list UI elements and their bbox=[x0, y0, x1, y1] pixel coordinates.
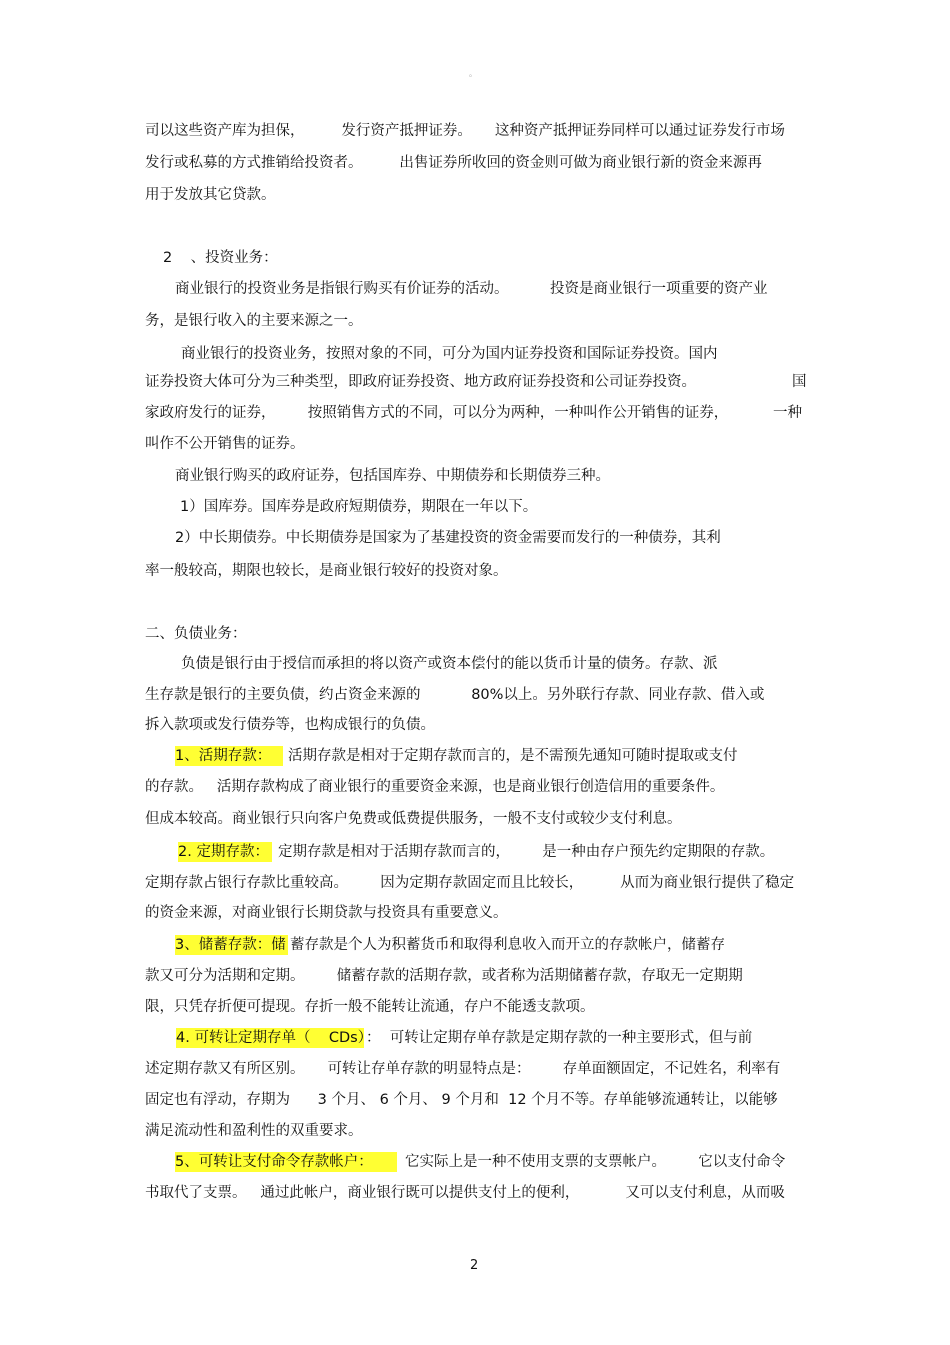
text-line: 国 bbox=[792, 374, 807, 390]
text-line: 率一般较高，期限也较长，是商业银行较好的投资对象。 bbox=[145, 563, 508, 579]
highlight-term: 4. 可转让定期存单（ CDs） bbox=[176, 1030, 373, 1046]
text-line: 述定期存款又有所区别。 可转让存单存款的明显特点是： 存单面额固定，不记姓名，利率有 bbox=[145, 1061, 781, 1077]
text-line: 商业银行购买的政府证券，包括国库券、中期债券和长期债券三种。 bbox=[175, 468, 610, 484]
text-line: 商业银行的投资业务，按照对象的不同，可分为国内证券投资和国际证券投资。国内 bbox=[181, 346, 718, 362]
text-line: 负债是银行由于授信而承担的将以资产或资本偿付的能以货币计量的债务。存款、派 bbox=[181, 656, 718, 672]
text-line: 满足流动性和盈利性的双重要求。 bbox=[145, 1123, 363, 1139]
text-line: 定期存款是相对于活期存款而言的， 是一种由存户预先约定期限的存款。 bbox=[278, 844, 775, 860]
header-mark: 。 bbox=[469, 69, 477, 78]
text-line: 但成本较高。商业银行只向客户免费或低费提供服务，一般不支付或较少支付利息。 bbox=[145, 811, 682, 827]
text-line: 用于发放其它贷款。 bbox=[145, 187, 276, 203]
highlight-term: 2. 定期存款： bbox=[178, 842, 272, 862]
page-number: 2 bbox=[470, 1258, 479, 1273]
text-line: 拆入款项或发行债券等，也构成银行的负债。 bbox=[145, 717, 435, 733]
section-heading: 二、负债业务： bbox=[145, 626, 247, 642]
text-line: 生存款是银行的主要负债，约占资金来源的 80%以上。另外联行存款、同业存款、借入或 bbox=[145, 687, 765, 703]
text-line: 款又可分为活期和定期。 储蓄存款的活期存款，或者称为活期储蓄存款，存取无一定期期 bbox=[145, 968, 743, 984]
list-item: 2）中长期债券。中长期债券是国家为了基建投资的资金需要而发行的一种债券，其利 bbox=[175, 530, 721, 546]
section-heading: 2 、投资业务： bbox=[163, 250, 278, 266]
text-line: 的资金来源，对商业银行长期贷款与投资具有重要意义。 bbox=[145, 905, 508, 921]
text-line: 书取代了支票。 通过此帐户，商业银行既可以提供支付上的便利， 又可以支付利息，从而吸 bbox=[145, 1185, 785, 1201]
text-line: 证券投资大体可分为三种类型，即政府证券投资、地方政府证券投资和公司证券投资。 bbox=[145, 374, 696, 390]
list-item: 1）国库券。国库券是政府短期债券，期限在一年以下。 bbox=[180, 499, 538, 515]
highlight-term: 3、储蓄存款：储 bbox=[175, 935, 288, 955]
text-line: 叫作不公开销售的证券。 bbox=[145, 436, 305, 452]
text-line: 固定也有浮动，存期为 3 个月、 6 个月、 9 个月和 12 个月不等。存单能够流通转让，以能够 bbox=[145, 1092, 778, 1108]
highlight-term: 1、活期存款： bbox=[175, 746, 283, 766]
text-line: 务，是银行收入的主要来源之一。 bbox=[145, 313, 363, 329]
highlight-term: 5、可转让支付命令存款帐户： bbox=[175, 1152, 397, 1172]
text-line: 一种 bbox=[773, 405, 802, 421]
text-line: 商业银行的投资业务是指银行购买有价证券的活动。 投资是商业银行一项重要的资产业 bbox=[175, 281, 768, 297]
text-line: 的存款。 活期存款构成了商业银行的重要资金来源，也是商业银行创造信用的重要条件。 bbox=[145, 779, 725, 795]
text-line: 发行或私募的方式推销给投资者。 出售证券所收回的资金则可做为商业银行新的资金来源再 bbox=[145, 155, 762, 171]
text-line: 家政府发行的证券， 按照销售方式的不同，可以分为两种，一种叫作公开销售的证券， bbox=[145, 405, 729, 421]
text-line: 它实际上是一种不使用支票的支票帐户。 它以支付命令 bbox=[405, 1154, 786, 1170]
text-line: 定期存款占银行存款比重较高。 因为定期存款固定而且比较长， 从而为商业银行提供了稳定 bbox=[145, 875, 795, 891]
text-line: 蓄存款是个人为积蓄货币和取得利息收入而开立的存款帐户，储蓄存 bbox=[290, 937, 725, 953]
text-line: 司以这些资产库为担保， 发行资产抵押证券。 这种资产抵押证券同样可以通过证券发行市场 bbox=[145, 123, 785, 139]
text-line: 限，只凭存折便可提现。存折一般不能转让流通，存户不能透支款项。 bbox=[145, 999, 595, 1015]
text-line: ： 可转让定期存单存款是定期存款的一种主要形式，但与前 bbox=[366, 1030, 753, 1046]
text-line: 活期存款是相对于定期存款而言的，是不需预先通知可随时提取或支付 bbox=[288, 748, 738, 764]
